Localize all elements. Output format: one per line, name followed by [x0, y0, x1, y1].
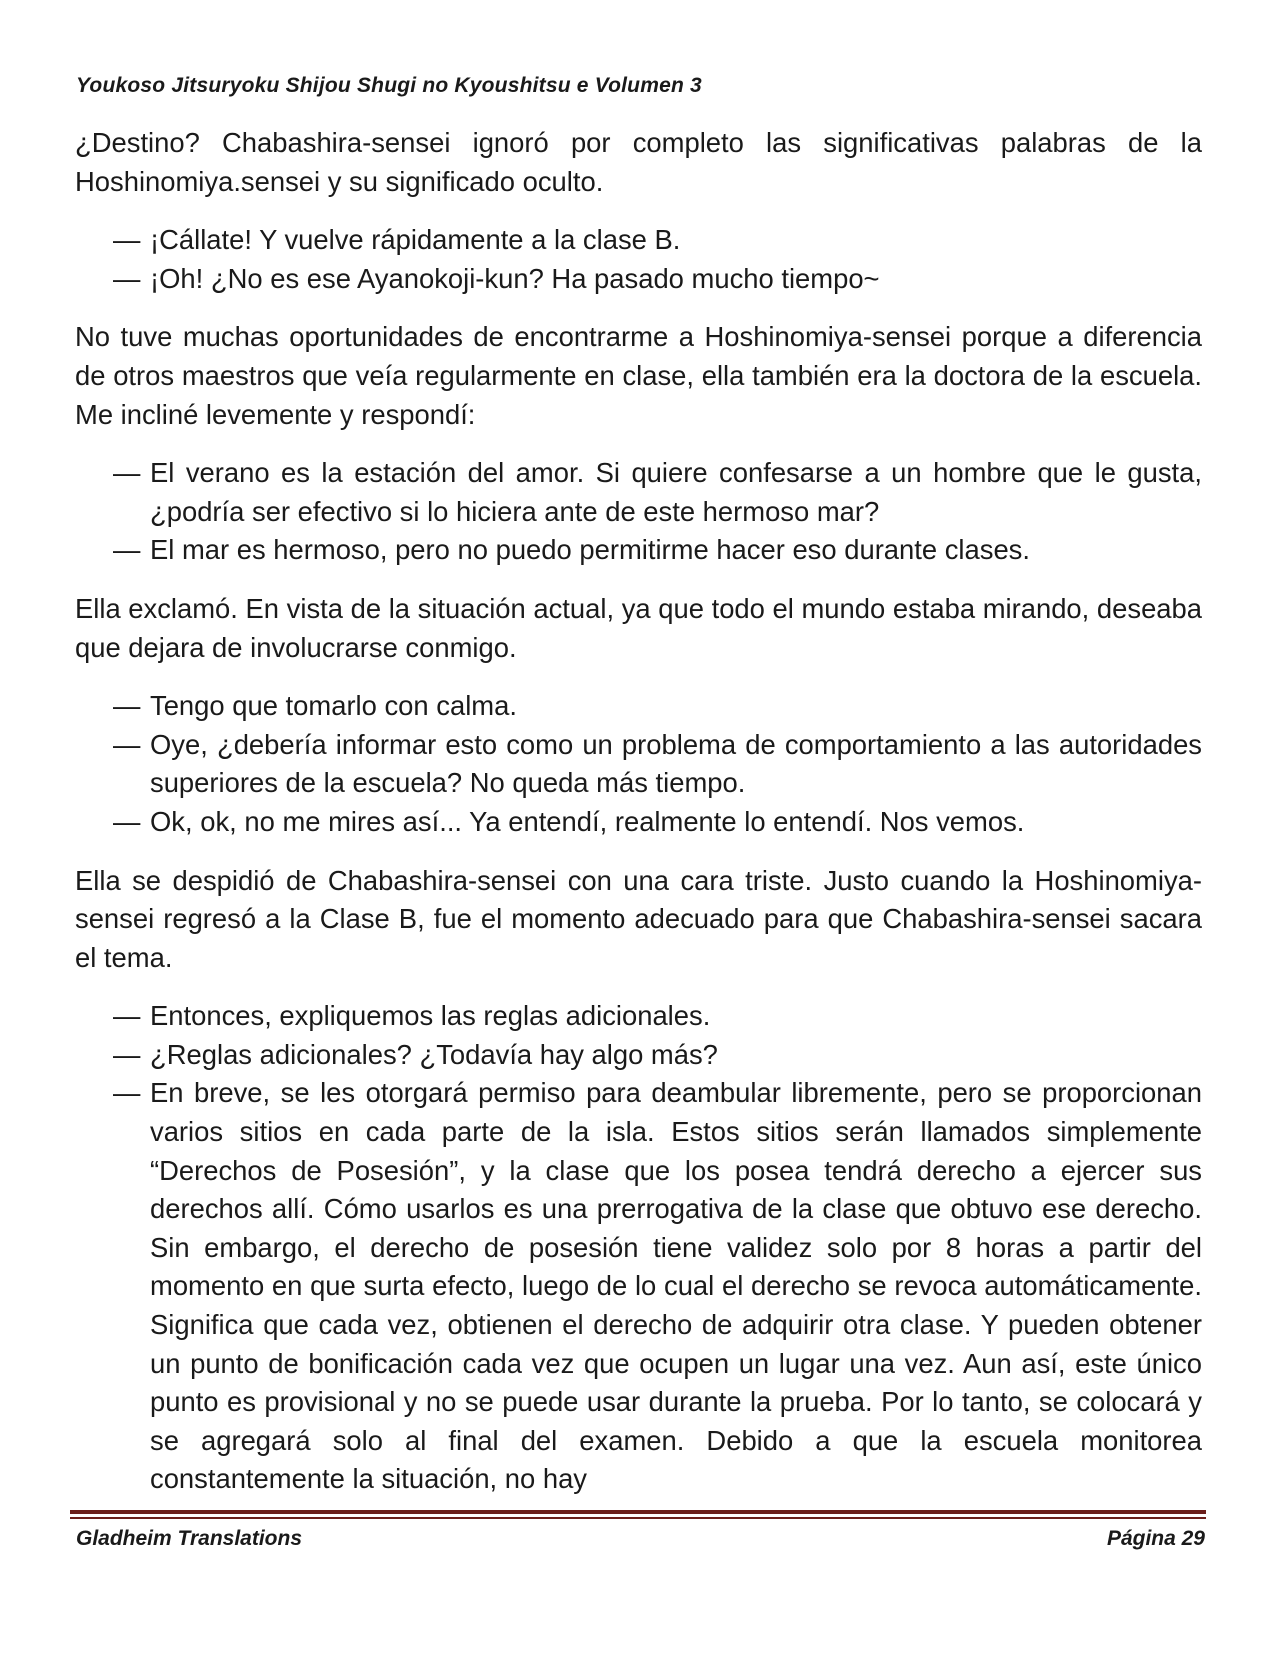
dialogue-text: Entonces, expliquemos las reglas adicionales.: [150, 1000, 711, 1032]
dialogue-group: [75, 687, 1202, 841]
footer-rule-thin: [70, 1517, 1206, 1519]
dialogue-group: [75, 454, 1202, 570]
em-dash: —: [113, 728, 141, 760]
footer-rule-thick: [70, 1510, 1206, 1514]
dialogue-group: [75, 997, 1202, 1499]
dialogue-line: [75, 1074, 1202, 1499]
footer-translator: Gladheim Translations: [76, 1527, 303, 1550]
dialogue-group: [75, 221, 1202, 298]
dialogue-line: [75, 726, 1202, 803]
paragraph: Ella se despidió de Chabashira-sensei con una cara triste. Justo cuando la Hoshinomiya-sensei regresó a la Clase B, fue el momento adecuado para que Chabashira-sensei sacara el tema.: [75, 864, 1202, 973]
em-dash: —: [113, 805, 141, 837]
dialogue-line: [75, 454, 1202, 531]
running-header: Youkoso Jitsuryoku Shijou Shugi no Kyoushitsu e Volumen 3: [76, 74, 702, 97]
em-dash: —: [113, 262, 141, 294]
dialogue-line: [75, 1036, 1202, 1075]
paragraph: ¿Destino? Chabashira-sensei ignoró por completo las significativas palabras de la Hoshinomiya.sensei y su significado oculto.: [75, 127, 1202, 197]
dialogue-text: El mar es hermoso, pero no puedo permitirme hacer eso durante clases.: [150, 534, 1030, 566]
dialogue-text: En breve, se les otorgará permiso para deambular libremente, pero se proporcionan varios sitios en cada parte de la isla. Estos sitios serán llamados simplemente “Derechos de Posesión”, y la clase que los posea tendrá derecho a ejercer sus derechos allí. Cómo usarlos es una prerrogativa de la clase que obtuvo ese derecho. Sin embargo, el derecho de posesión tiene validez solo por 8 horas a partir del momento en que surta efecto, luego de lo cual el derecho se revoca automáticamente. Significa que cada vez, obtienen el derecho de adquirir otra clase. Y pueden obtener un punto de bonificación cada vez que ocupen un lugar una vez. Aun así, este único punto es provisional y no se puede usar durante la prueba. Por lo tanto, se colocará y se agregará solo al final del examen. Debido a que la escuela monitorea constantemente la situación, no hay: [150, 1077, 1202, 1495]
dialogue-text: Ok, ok, no me mires así... Ya entendí, realmente lo entendí. Nos vemos.: [150, 805, 1025, 837]
dialogue-line: [75, 803, 1202, 842]
page-body: [75, 124, 1202, 1519]
em-dash: —: [113, 1000, 141, 1032]
dialogue-line: [75, 221, 1202, 260]
dialogue-text: Oye, ¿debería informar esto como un problema de comportamiento a las autoridades superiores de la escuela? No queda más tiempo.: [150, 728, 1202, 799]
em-dash: —: [113, 457, 141, 489]
em-dash: —: [113, 690, 141, 722]
paragraph: Ella exclamó. En vista de la situación actual, ya que todo el mundo estaba mirando, deseaba que dejara de involucrarse conmigo.: [75, 592, 1202, 663]
em-dash: —: [113, 1077, 141, 1109]
dialogue-text: El verano es la estación del amor. Si quiere confesarse a un hombre que le gusta, ¿podría ser efectivo si lo hiciera ante de este hermoso mar?: [150, 457, 1202, 527]
em-dash: —: [113, 224, 141, 256]
em-dash: —: [113, 534, 141, 566]
dialogue-line: [75, 260, 1202, 299]
footer-rule: [70, 1510, 1206, 1519]
dialogue-text: ¿Reglas adicionales? ¿Todavía hay algo más?: [150, 1038, 718, 1070]
dialogue-text: ¡Cállate! Y vuelve rápidamente a la clase B.: [150, 224, 681, 256]
dialogue-line: [75, 531, 1202, 570]
em-dash: —: [113, 1038, 141, 1070]
dialogue-line: [75, 687, 1202, 726]
page-number: Página 29: [1106, 1527, 1205, 1550]
dialogue-line: [75, 997, 1202, 1036]
dialogue-text: ¡Oh! ¿No es ese Ayanokoji-kun? Ha pasado mucho tiempo~: [150, 262, 880, 294]
paragraph: No tuve muchas oportunidades de encontrarme a Hoshinomiya-sensei porque a diferencia de otros maestros que veía regularmente en clase, ella también era la doctora de la escuela. Me incliné levemente y respondí:: [75, 321, 1202, 430]
dialogue-text: Tengo que tomarlo con calma.: [150, 690, 517, 722]
